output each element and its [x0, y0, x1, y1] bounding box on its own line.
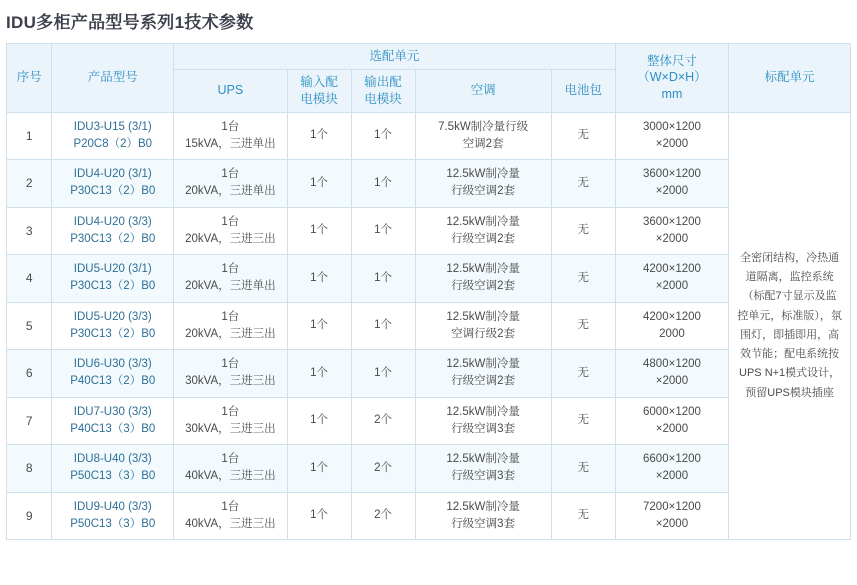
cell-input-module [287, 492, 351, 540]
cell-air-conditioner [415, 302, 551, 350]
cell-input-module-line: 1个 [310, 509, 329, 522]
cell-output-module [351, 255, 415, 303]
cell-air-conditioner-line: 12.5kW制冷量 [446, 405, 520, 418]
cell-model-line: P30C13（2）B0 [70, 232, 156, 245]
cell-index-line: 2 [25, 176, 33, 191]
cell-battery-line: 无 [577, 319, 589, 332]
cell-model-line: P50C13（3）B0 [70, 517, 156, 530]
cell-air-conditioner-line: 行级空调2套 [451, 232, 516, 245]
cell-ups-line: 1台 [221, 263, 240, 276]
cell-model-line: IDU9-U40 (3/3) [73, 500, 152, 513]
table-row [7, 397, 851, 445]
cell-air-conditioner-line: 空调行级2套 [451, 327, 516, 340]
cell-model-line: P30C13（2）B0 [70, 327, 156, 340]
cell-input-module [287, 302, 351, 350]
cell-output-module [351, 112, 415, 160]
cell-air-conditioner-line: 12.5kW制冷量 [446, 310, 520, 323]
table-row [7, 350, 851, 398]
cell-model [52, 492, 174, 540]
cell-index [7, 255, 52, 303]
cell-output-module [351, 302, 415, 350]
cell-ups-line: 15kVA，三进单出 [185, 137, 276, 150]
cell-output-module-line: 1个 [374, 129, 393, 142]
cell-ups-line: 1台 [221, 358, 240, 371]
cell-output-module-line: 1个 [374, 176, 393, 189]
cell-air-conditioner-line: 7.5kW制冷量行级 [438, 120, 529, 133]
cell-battery-line: 无 [577, 414, 589, 427]
header-input-module [287, 69, 351, 112]
cell-model [52, 255, 174, 303]
cell-ups-line: 1台 [221, 405, 240, 418]
table-row [7, 207, 851, 255]
cell-input-module [287, 112, 351, 160]
header-output-module-line1: 输出配 [364, 74, 402, 89]
cell-output-module-line: 2个 [374, 509, 393, 522]
cell-index [7, 445, 52, 493]
cell-air-conditioner [415, 350, 551, 398]
cell-dimension-line: 4800×1200 [643, 358, 701, 371]
cell-model [52, 445, 174, 493]
cell-model-line: P40C13（3）B0 [70, 422, 156, 435]
header-output-module-line2: 电模块 [364, 91, 402, 106]
header-model: 产品型号 [52, 44, 174, 113]
cell-standard-unit: 全密闭结构，冷热通道隔离，监控系统（标配7寸显示及监控单元，标准版），氛围灯，即插即用，高效节能；配电系统按UPS N+1模式设计，预留UPS模块插座 [729, 112, 851, 540]
cell-input-module-line: 1个 [310, 176, 329, 189]
cell-dimension [615, 492, 728, 540]
cell-air-conditioner [415, 160, 551, 208]
cell-output-module [351, 207, 415, 255]
header-row-top [7, 44, 851, 70]
cell-air-conditioner-line: 行级空调2套 [451, 185, 516, 198]
cell-dimension [615, 445, 728, 493]
cell-model [52, 397, 174, 445]
cell-air-conditioner [415, 492, 551, 540]
cell-air-conditioner-line: 行级空调2套 [451, 375, 516, 388]
cell-dimension-line: ×2000 [655, 232, 689, 245]
cell-output-module-line: 1个 [374, 224, 393, 237]
cell-index-line: 4 [25, 271, 33, 286]
header-dimension [615, 44, 728, 113]
cell-air-conditioner-line: 12.5kW制冷量 [446, 500, 520, 513]
cell-model-line: P40C13（2）B0 [70, 375, 156, 388]
cell-model-line: IDU5-U20 (3/1) [73, 263, 152, 276]
header-standard-unit: 标配单元 [729, 44, 851, 113]
cell-index-line: 5 [25, 318, 33, 333]
cell-ups-line: 20kVA，三进单出 [185, 185, 276, 198]
cell-battery [551, 160, 615, 208]
cell-battery [551, 302, 615, 350]
cell-dimension-line: 2000 [659, 327, 685, 340]
cell-index [7, 397, 52, 445]
cell-ups [174, 397, 287, 445]
cell-output-module-line: 1个 [374, 366, 393, 379]
cell-ups-line: 20kVA，三进单出 [185, 280, 276, 293]
header-battery: 电池包 [551, 69, 615, 112]
cell-ups-line: 20kVA，三进三出 [185, 232, 276, 245]
cell-ups-line: 1台 [221, 500, 240, 513]
header-air-conditioner: 空调 [415, 69, 551, 112]
cell-battery-line: 无 [577, 461, 589, 474]
table-row [7, 492, 851, 540]
cell-ups [174, 112, 287, 160]
cell-model-line: IDU4-U20 (3/1) [73, 168, 152, 181]
cell-index-line: 6 [25, 366, 33, 381]
cell-dimension-line: 3600×1200 [643, 168, 701, 181]
cell-output-module [351, 492, 415, 540]
cell-dimension-line: ×2000 [655, 280, 689, 293]
cell-ups-line: 1台 [221, 168, 240, 181]
cell-output-module [351, 160, 415, 208]
cell-dimension [615, 350, 728, 398]
cell-model-line: IDU8-U40 (3/3) [73, 453, 152, 466]
cell-battery [551, 445, 615, 493]
cell-battery [551, 397, 615, 445]
cell-battery [551, 350, 615, 398]
cell-input-module-line: 1个 [310, 319, 329, 332]
cell-dimension-line: 7200×1200 [643, 500, 701, 513]
cell-air-conditioner [415, 255, 551, 303]
header-output-module [351, 69, 415, 112]
cell-dimension [615, 112, 728, 160]
cell-output-module-line: 2个 [374, 414, 393, 427]
table-row [7, 112, 851, 160]
page-title: IDU多柜产品型号系列1技术参数 [6, 13, 254, 32]
cell-ups-line: 30kVA，三进三出 [185, 375, 276, 388]
cell-output-module-line: 1个 [374, 319, 393, 332]
cell-ups [174, 302, 287, 350]
cell-model-line: IDU6-U30 (3/3) [73, 358, 152, 371]
table-row [7, 302, 851, 350]
cell-model [52, 302, 174, 350]
cell-air-conditioner-line: 12.5kW制冷量 [446, 358, 520, 371]
cell-input-module-line: 1个 [310, 461, 329, 474]
cell-air-conditioner [415, 112, 551, 160]
cell-index [7, 350, 52, 398]
table-row [7, 255, 851, 303]
cell-output-module [351, 350, 415, 398]
cell-index-line: 3 [25, 223, 33, 238]
cell-dimension-line: 3600×1200 [643, 215, 701, 228]
cell-ups-line: 20kVA，三进三出 [185, 327, 276, 340]
cell-index-line: 1 [25, 128, 33, 143]
header-dimension-line3: mm [661, 87, 683, 102]
cell-air-conditioner [415, 445, 551, 493]
cell-model-line: IDU7-U30 (3/3) [73, 405, 152, 418]
cell-model [52, 112, 174, 160]
cell-ups [174, 492, 287, 540]
header-dimension-line1: 整体尺寸 [646, 53, 697, 68]
cell-dimension [615, 255, 728, 303]
cell-output-module-line: 2个 [374, 461, 393, 474]
cell-battery-line: 无 [577, 271, 589, 284]
cell-output-module [351, 397, 415, 445]
cell-input-module-line: 1个 [310, 129, 329, 142]
cell-input-module [287, 350, 351, 398]
cell-battery-line: 无 [577, 224, 589, 237]
cell-dimension [615, 207, 728, 255]
cell-battery-line: 无 [577, 366, 589, 379]
cell-index [7, 112, 52, 160]
cell-index [7, 492, 52, 540]
cell-index-line: 9 [25, 508, 33, 523]
cell-model-line: IDU3-U15 (3/1) [73, 120, 152, 133]
header-input-module-line1: 输入配 [300, 74, 338, 89]
cell-air-conditioner-line: 12.5kW制冷量 [446, 263, 520, 276]
cell-ups [174, 160, 287, 208]
cell-battery [551, 112, 615, 160]
cell-dimension-line: ×2000 [655, 517, 689, 530]
cell-dimension-line: ×2000 [655, 375, 689, 388]
cell-ups-line: 40kVA，三进三出 [185, 517, 276, 530]
cell-ups [174, 350, 287, 398]
cell-model-line: IDU5-U20 (3/3) [73, 310, 152, 323]
cell-battery [551, 207, 615, 255]
cell-input-module-line: 1个 [310, 271, 329, 284]
cell-dimension-line: 6000×1200 [643, 405, 701, 418]
cell-air-conditioner-line: 12.5kW制冷量 [446, 168, 520, 181]
cell-input-module [287, 397, 351, 445]
cell-input-module-line: 1个 [310, 414, 329, 427]
cell-model [52, 207, 174, 255]
cell-input-module [287, 160, 351, 208]
header-input-module-line2: 电模块 [300, 91, 338, 106]
cell-index-line: 8 [25, 461, 33, 476]
table-row [7, 160, 851, 208]
table-body [7, 112, 851, 540]
cell-air-conditioner-line: 12.5kW制冷量 [446, 215, 520, 228]
cell-ups [174, 255, 287, 303]
cell-dimension-line: ×2000 [655, 470, 689, 483]
cell-air-conditioner [415, 207, 551, 255]
cell-input-module [287, 445, 351, 493]
cell-ups-line: 1台 [221, 453, 240, 466]
cell-ups [174, 207, 287, 255]
cell-dimension [615, 302, 728, 350]
cell-dimension-line: ×2000 [655, 185, 689, 198]
cell-ups [174, 445, 287, 493]
cell-battery [551, 492, 615, 540]
cell-air-conditioner-line: 空调2套 [462, 137, 504, 150]
cell-dimension-line: 3000×1200 [643, 120, 701, 133]
cell-model [52, 160, 174, 208]
cell-model-line: P20C8（2）B0 [73, 137, 153, 150]
cell-ups-line: 30kVA，三进三出 [185, 422, 276, 435]
cell-battery-line: 无 [577, 176, 589, 189]
cell-index [7, 160, 52, 208]
header-optional-group: 选配单元 [174, 44, 616, 70]
cell-model-line: P30C13（2）B0 [70, 280, 156, 293]
cell-input-module-line: 1个 [310, 224, 329, 237]
cell-air-conditioner-line: 行级空调3套 [451, 470, 516, 483]
cell-dimension-line: ×2000 [655, 422, 689, 435]
cell-input-module [287, 207, 351, 255]
cell-index [7, 207, 52, 255]
cell-model-line: IDU4-U20 (3/3) [73, 215, 152, 228]
cell-dimension-line: 4200×1200 [643, 310, 701, 323]
cell-dimension [615, 160, 728, 208]
cell-air-conditioner [415, 397, 551, 445]
cell-battery-line: 无 [577, 509, 589, 522]
cell-index [7, 302, 52, 350]
cell-input-module-line: 1个 [310, 366, 329, 379]
cell-dimension-line: ×2000 [655, 137, 689, 150]
header-dimension-line2: （W×D×H） [637, 70, 707, 85]
cell-model-line: P50C13（3）B0 [70, 470, 156, 483]
cell-ups-line: 1台 [221, 215, 240, 228]
cell-ups-line: 1台 [221, 310, 240, 323]
cell-air-conditioner-line: 行级空调2套 [451, 280, 516, 293]
cell-ups-line: 1台 [221, 120, 240, 133]
spec-table [6, 43, 851, 540]
cell-battery-line: 无 [577, 129, 589, 142]
cell-dimension-line: 6600×1200 [643, 453, 701, 466]
table-header [7, 44, 851, 113]
cell-dimension [615, 397, 728, 445]
cell-input-module [287, 255, 351, 303]
cell-index-line: 7 [25, 413, 33, 428]
cell-model-line: P30C13（2）B0 [70, 185, 156, 198]
cell-air-conditioner-line: 12.5kW制冷量 [446, 453, 520, 466]
cell-output-module [351, 445, 415, 493]
cell-air-conditioner-line: 行级空调3套 [451, 422, 516, 435]
cell-ups-line: 40kVA，三进三出 [185, 470, 276, 483]
cell-battery [551, 255, 615, 303]
cell-air-conditioner-line: 行级空调3套 [451, 517, 516, 530]
cell-model [52, 350, 174, 398]
cell-dimension-line: 4200×1200 [643, 263, 701, 276]
cell-output-module-line: 1个 [374, 271, 393, 284]
header-index: 序号 [7, 44, 52, 113]
table-row [7, 445, 851, 493]
header-ups: UPS [174, 69, 287, 112]
